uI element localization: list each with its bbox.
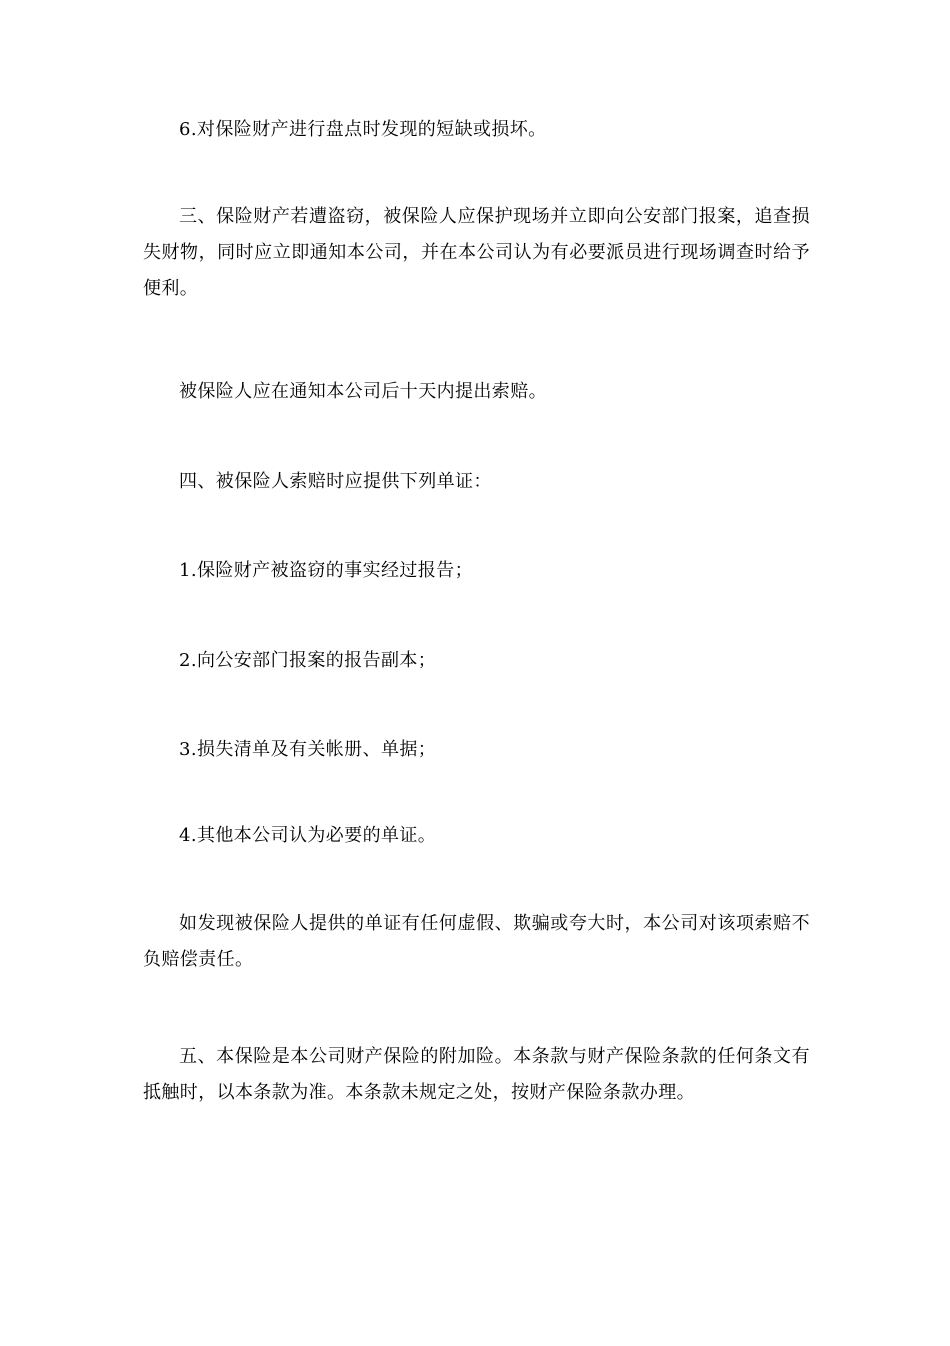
paragraph-doc-item-1: 1.保险财产被盗窃的事实经过报告； [179, 560, 473, 581]
paragraph-doc-item-3: 3.损失清单及有关帐册、单据； [179, 739, 437, 760]
paragraph-item-6-shortage: 6.对保险财产进行盘点时发现的短缺或损坏。 [179, 119, 547, 140]
paragraph-section-3-theft-report: 三、保险财产若遭盗窃，被保险人应保护现场并立即向公安部门报案，追查损失财物，同时应立即通知本公司，并在本公司认为有必要派员进行现场调查时给予便利。 [143, 206, 810, 299]
paragraph-doc-item-4: 4.其他本公司认为必要的单证。 [179, 825, 437, 846]
paragraph-section-4-documents: 四、被保险人索赔时应提供下列单证： [179, 471, 492, 492]
paragraph-claim-deadline: 被保险人应在通知本公司后十天内提出索赔。 [179, 381, 547, 402]
paragraph-doc-item-2: 2.向公安部门报案的报告副本； [179, 650, 437, 671]
paragraph-section-5-rider: 五、本保险是本公司财产保险的附加险。本条款与财产保险条款的任何条文有抵触时，以本条款为准。本条款未规定之处，按财产保险条款办理。 [143, 1046, 810, 1103]
paragraph-false-claim: 如发现被保险人提供的单证有任何虚假、欺骗或夸大时，本公司对该项索赔不负赔偿责任。 [143, 913, 810, 970]
